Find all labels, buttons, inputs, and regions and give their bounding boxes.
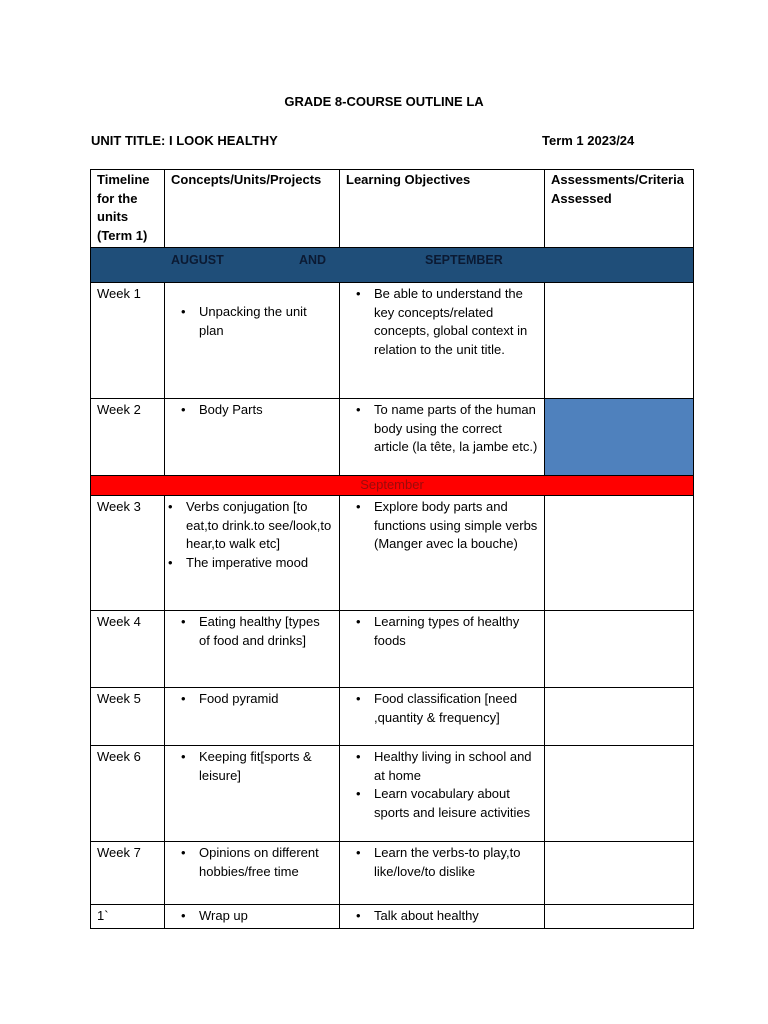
month-and: AND: [299, 253, 327, 267]
objectives-cell: [340, 842, 545, 905]
list-item: • Wrap up: [171, 907, 333, 926]
table-row: [91, 842, 694, 905]
table-row: [91, 496, 694, 611]
objectives-cell: [340, 283, 545, 399]
list-item: • Talk about healthy: [346, 907, 538, 926]
list-item: • Unpacking the unit plan: [171, 303, 333, 340]
course-outline-table: [90, 169, 694, 929]
concepts-cell: [165, 496, 340, 611]
week-cell: Week 1: [91, 283, 165, 399]
table-row: [91, 746, 694, 842]
list-item: • Opinions on different hobbies/free time: [171, 844, 333, 881]
assessment-cell: [545, 496, 694, 611]
assessment-cell: [545, 746, 694, 842]
september-band-row: [91, 476, 694, 496]
list-item: • Learn vocabulary about sports and leisure activities: [346, 785, 538, 822]
header-concepts: Concepts/Units/Projects: [165, 170, 340, 248]
week-cell: Week 5: [91, 688, 165, 746]
table-row: [91, 611, 694, 688]
list-item: • To name parts of the human body using the correct article (la tête, la jambe etc.): [346, 401, 538, 457]
concepts-cell: [165, 842, 340, 905]
september-band: September: [91, 476, 694, 496]
objectives-cell: [340, 688, 545, 746]
list-item: • Explore body parts and functions using simple verbs (Manger avec la bouche): [346, 498, 538, 554]
header-row: [91, 170, 694, 248]
table-row: [91, 905, 694, 929]
week-cell: Week 3: [91, 496, 165, 611]
table-row: [91, 283, 694, 399]
list-item: • Food classification [need ,quantity & frequency]: [346, 690, 538, 727]
week-cell: 1`: [91, 905, 165, 929]
list-item: • Keeping fit[sports & leisure]: [171, 748, 333, 785]
objectives-cell: [340, 611, 545, 688]
assessment-cell: [545, 283, 694, 399]
assessment-cell: [545, 905, 694, 929]
list-item: • Food pyramid: [171, 690, 333, 709]
table-row: [91, 399, 694, 476]
assessment-cell: [545, 842, 694, 905]
list-item: • Verbs conjugation [to eat,to drink.to see/look,to hear,to walk etc]: [159, 498, 333, 554]
concepts-cell: [165, 611, 340, 688]
concepts-cell: [165, 688, 340, 746]
term-label: Term 1 2023/24: [542, 133, 635, 148]
assessment-cell-highlight: [545, 399, 694, 476]
assessment-cell: [545, 688, 694, 746]
objectives-cell: [340, 905, 545, 929]
assessment-cell: [545, 611, 694, 688]
header-assessments: Assessments/Criteria Assessed: [545, 170, 694, 248]
concepts-cell: [165, 746, 340, 842]
week-cell: Week 2: [91, 399, 165, 476]
header-objectives: Learning Objectives: [340, 170, 545, 248]
concepts-cell: [165, 905, 340, 929]
objectives-cell: [340, 746, 545, 842]
list-item: • Be able to understand the key concepts/related concepts, global context in relation to the unit title.: [346, 285, 538, 359]
month-august: AUGUST: [171, 253, 224, 267]
list-item: • Body Parts: [171, 401, 333, 420]
week-cell: Week 4: [91, 611, 165, 688]
objectives-cell: [340, 496, 545, 611]
week-cell: Week 7: [91, 842, 165, 905]
month-band-row: [91, 248, 694, 283]
unit-title: UNIT TITLE: I LOOK HEALTHY: [91, 133, 278, 148]
week-cell: Week 6: [91, 746, 165, 842]
objectives-cell: [340, 399, 545, 476]
list-item: • Learning types of healthy foods: [346, 613, 538, 650]
list-item: • Eating healthy [types of food and drinks]: [171, 613, 333, 650]
list-item: • The imperative mood: [159, 554, 333, 573]
list-item: • Learn the verbs-to play,to like/love/to dislike: [346, 844, 538, 881]
month-band: [91, 248, 694, 283]
concepts-cell: [165, 399, 340, 476]
header-timeline: Timeline for the units (Term 1): [91, 170, 165, 248]
document-title: GRADE 8-COURSE OUTLINE LA: [284, 94, 484, 109]
month-september: SEPTEMBER: [425, 253, 503, 267]
table-row: [91, 688, 694, 746]
list-item: • Healthy living in school and at home: [346, 748, 538, 785]
concepts-cell: [165, 283, 340, 399]
